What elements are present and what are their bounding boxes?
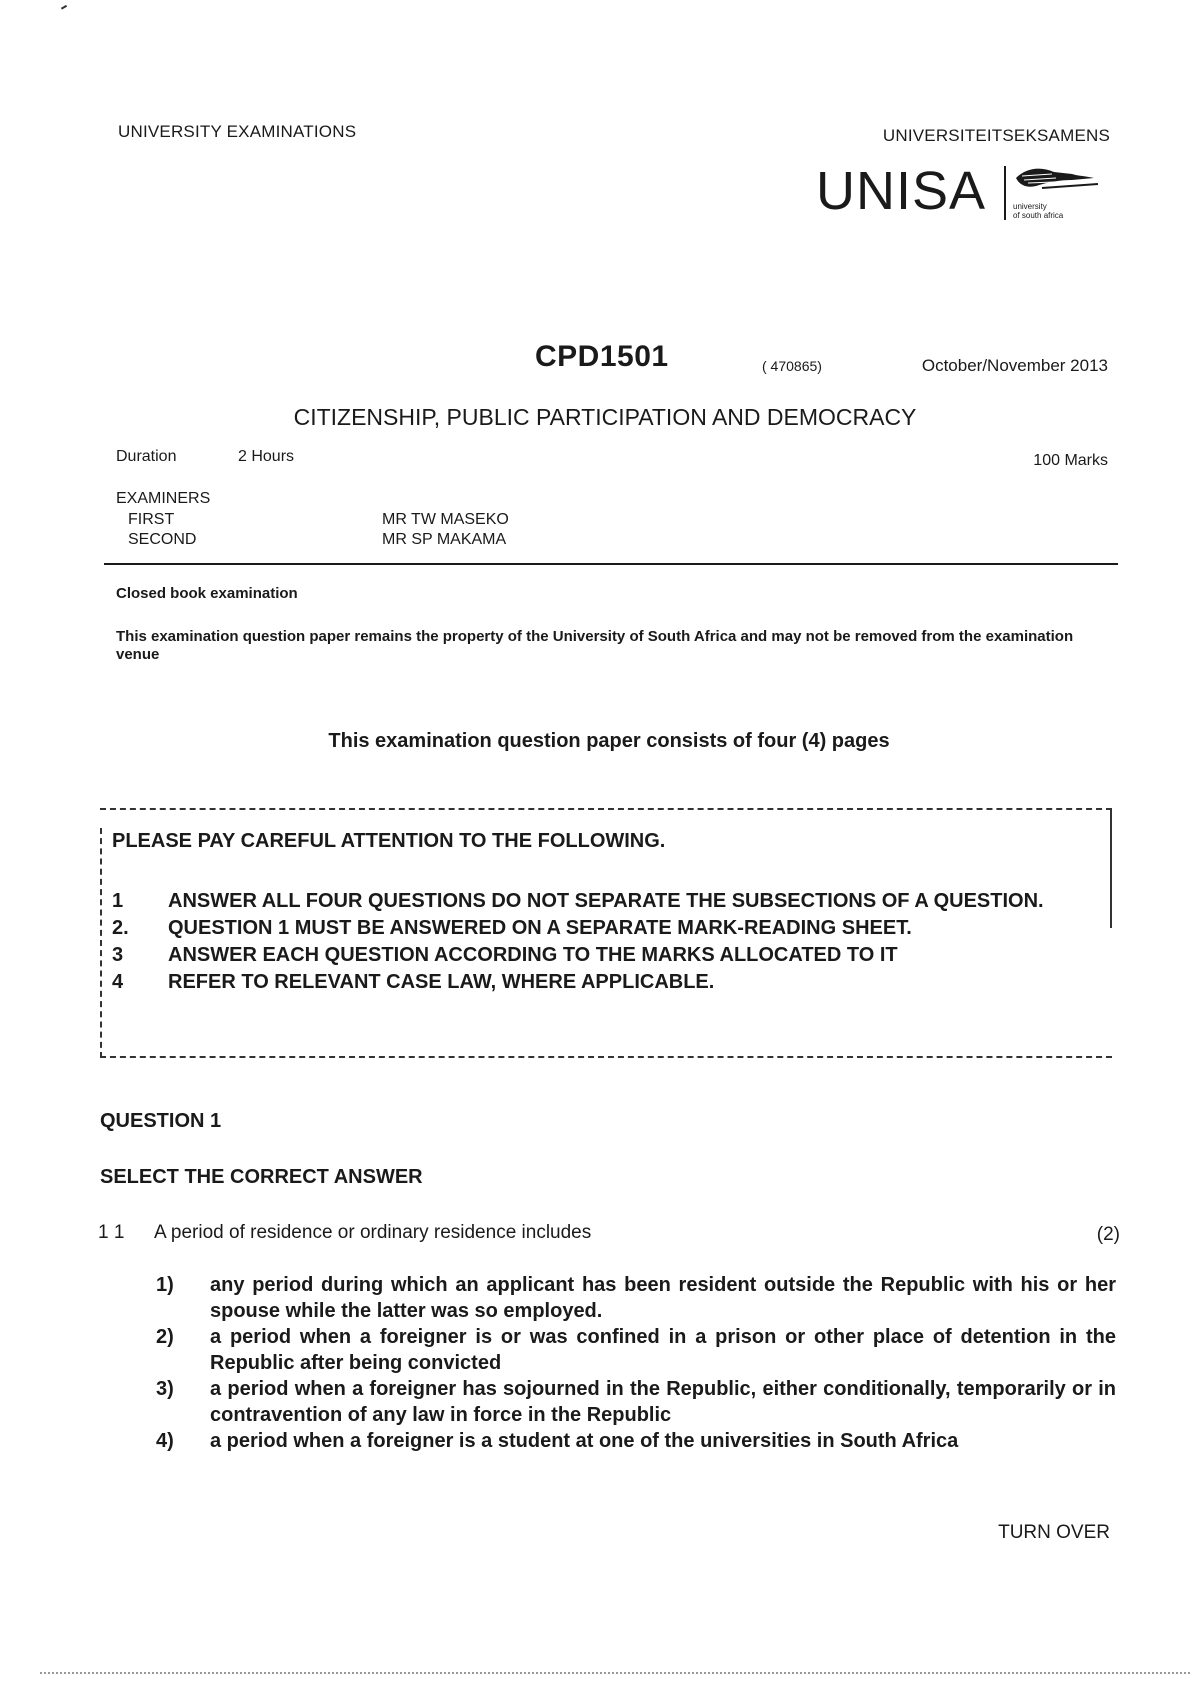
course-code: CPD1501 <box>535 340 669 373</box>
question-marks: (2) <box>1096 1224 1120 1245</box>
instructions-heading: PLEASE PAY CAREFUL ATTENTION TO THE FOLLOWING. <box>112 830 666 852</box>
examiner-role-second: SECOND <box>128 531 197 548</box>
turn-over-note: TURN OVER <box>998 1522 1110 1543</box>
box-border-bottom <box>100 1056 1112 1058</box>
duration-label: Duration <box>116 448 177 465</box>
instructions-list <box>112 888 1102 996</box>
instruction-text: ANSWER EACH QUESTION ACCORDING TO THE MARKS ALLOCATED TO IT <box>168 944 898 966</box>
question-heading: QUESTION 1 <box>100 1110 222 1132</box>
option-text: a period when a foreigner is a student at one of the universities in South Africa <box>210 1430 959 1452</box>
examiner-name-second: MR SP MAKAMA <box>382 531 507 548</box>
answer-option <box>156 1376 1116 1428</box>
instruction-number: 3 <box>112 944 124 966</box>
instructions-box <box>100 808 1112 1058</box>
examiners-title: EXAMINERS <box>116 490 211 507</box>
box-border-left <box>100 828 102 1058</box>
option-number: 4) <box>156 1430 174 1452</box>
scan-mark <box>61 5 69 13</box>
box-border-top <box>100 808 1112 810</box>
examiner-role-first: FIRST <box>128 511 175 528</box>
header-divider <box>104 563 1118 565</box>
page-count-note: This examination question paper consists of four (4) pages <box>328 730 890 752</box>
instruction-number: 2. <box>112 917 129 939</box>
header-university-examinations: UNIVERSITY EXAMINATIONS <box>118 122 357 141</box>
option-text: a period when a foreigner is or was confined in a prison or other place of detention in the Republic after being convicted <box>210 1326 1116 1374</box>
logo-divider <box>1004 166 1006 220</box>
unisa-logo <box>816 160 1106 228</box>
option-text: any period during which an applicant has been resident outside the Republic with his or her spouse while the latter was so employed. <box>210 1274 1116 1322</box>
property-note: This examination question paper remains the property of the University of South Africa and may not be removed from the examination venue <box>116 628 1074 663</box>
answer-option <box>156 1324 1116 1376</box>
answer-option <box>156 1428 1116 1454</box>
question-text: A period of residence or ordinary residence includes <box>154 1222 592 1243</box>
logo-emblem-icon <box>1012 164 1102 194</box>
question-number: 1 1 <box>98 1222 125 1243</box>
logo-subtext: university of south africa <box>1013 202 1064 220</box>
course-title: CITIZENSHIP, PUBLIC PARTICIPATION AND DEMOCRACY <box>293 404 917 430</box>
duration-value: 2 Hours <box>238 448 295 465</box>
option-number: 1) <box>156 1274 174 1296</box>
answer-option <box>156 1272 1116 1324</box>
question-instruction: SELECT THE CORRECT ANSWER <box>100 1166 423 1188</box>
option-number: 3) <box>156 1378 174 1400</box>
total-marks: 100 Marks <box>1033 452 1108 469</box>
scan-artifact-line <box>40 1672 1190 1680</box>
header-universiteitseksamens: UNIVERSITEITSEKSAMENS <box>882 126 1110 145</box>
box-border-right <box>1110 808 1112 928</box>
instruction-item <box>112 888 1102 915</box>
option-number: 2) <box>156 1326 174 1348</box>
instruction-item <box>112 942 1102 969</box>
logo-wordmark: UNISA <box>816 161 987 221</box>
instruction-item <box>112 915 1102 942</box>
instruction-number: 1 <box>112 890 124 912</box>
examiner-name-first: MR TW MASEKO <box>382 511 509 528</box>
exam-number: ( 470865) <box>762 358 822 374</box>
instruction-text: QUESTION 1 MUST BE ANSWERED ON A SEPARATE MARK-READING SHEET. <box>168 917 912 939</box>
instruction-number: 4 <box>112 971 124 993</box>
exam-date: October/November 2013 <box>921 356 1108 375</box>
answer-options <box>156 1272 1116 1454</box>
option-text: a period when a foreigner has sojourned in the Republic, either conditionally, temporarily or in contravention of any law in force in the Republic <box>210 1378 1116 1426</box>
instruction-item <box>112 969 1102 996</box>
instruction-text: ANSWER ALL FOUR QUESTIONS DO NOT SEPARATE THE SUBSECTIONS OF A QUESTION. <box>168 890 1044 912</box>
instruction-text: REFER TO RELEVANT CASE LAW, WHERE APPLICABLE. <box>168 971 715 993</box>
closed-book-note: Closed book examination <box>116 585 298 602</box>
